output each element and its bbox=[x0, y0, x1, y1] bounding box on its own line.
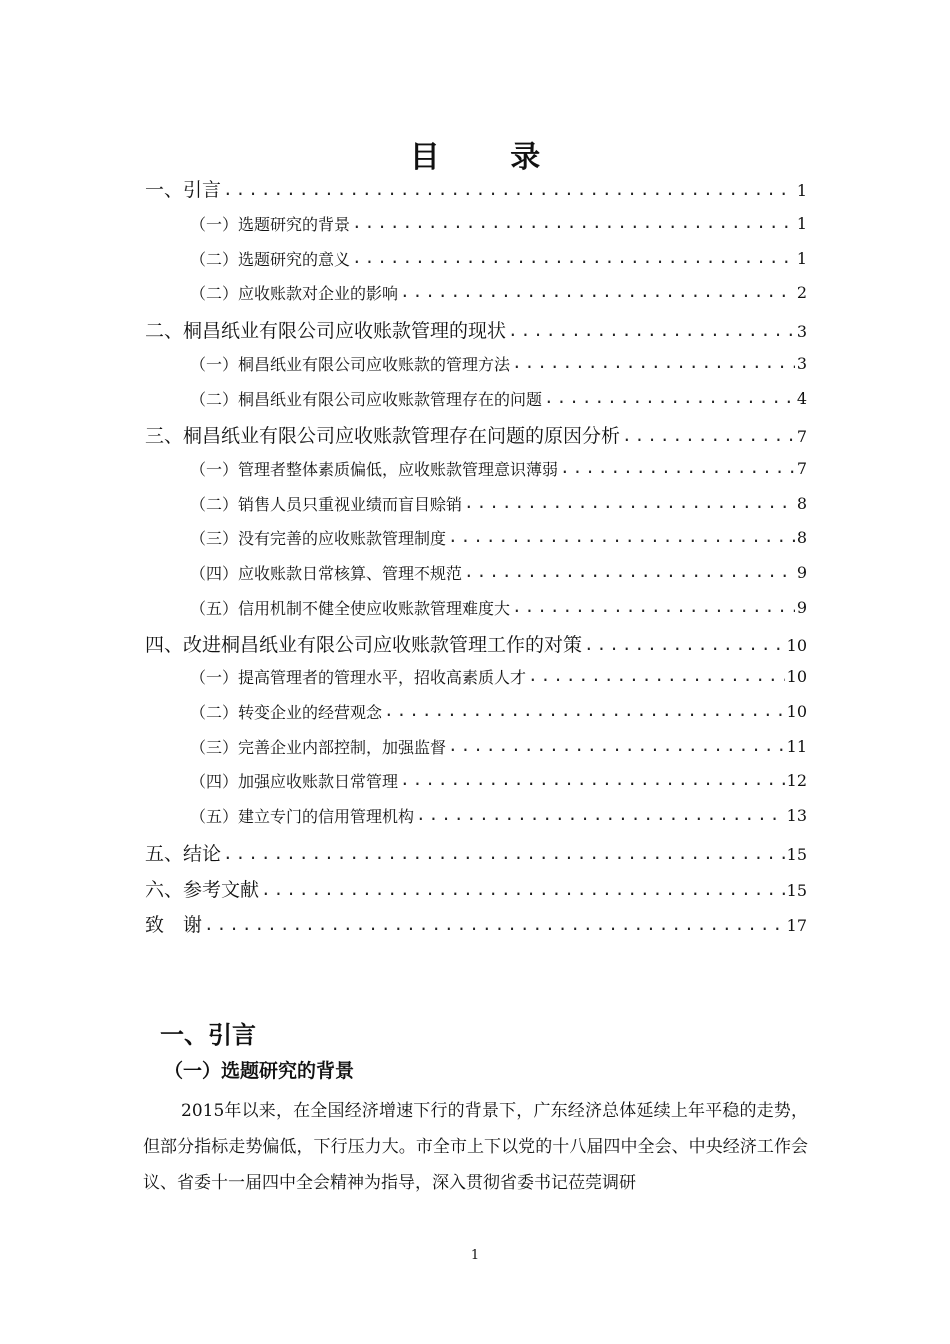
toc-leader-dots bbox=[528, 668, 785, 688]
toc-entry-page: 7 bbox=[796, 427, 807, 446]
toc-entry[interactable] bbox=[190, 797, 807, 827]
toc-entry[interactable] bbox=[190, 519, 807, 549]
toc-entry-label: （二）转变企业的经营观念 bbox=[190, 703, 383, 722]
toc-entry-label: （一）管理者整体素质偏低，应收账款管理意识薄弱 bbox=[190, 460, 559, 479]
toc-leader-dots bbox=[352, 250, 795, 270]
toc-entry-page: 10 bbox=[786, 667, 807, 686]
toc-leader-dots bbox=[223, 182, 795, 202]
toc-entry-page: 13 bbox=[786, 806, 807, 825]
toc-entry-page: 1 bbox=[796, 181, 807, 200]
toc-entry[interactable] bbox=[190, 345, 807, 375]
toc-entry[interactable] bbox=[190, 485, 807, 515]
toc-entry-label: （一）提高管理者的管理水平，招收高素质人才 bbox=[190, 668, 527, 687]
toc-entry-page: 9 bbox=[796, 563, 807, 582]
toc-entry-page: 3 bbox=[796, 322, 807, 341]
toc-entry-page: 1 bbox=[796, 214, 807, 233]
toc-entry-page: 1 bbox=[796, 249, 807, 268]
toc-entry-page: 8 bbox=[796, 528, 807, 547]
toc-entry[interactable] bbox=[145, 168, 807, 202]
toc-entry[interactable] bbox=[190, 450, 807, 480]
toc-entry[interactable] bbox=[145, 623, 807, 657]
toc-leader-dots bbox=[464, 564, 795, 584]
toc-leader-dots bbox=[512, 599, 795, 619]
toc-entry[interactable] bbox=[190, 205, 807, 235]
toc-entry-page: 8 bbox=[796, 494, 807, 513]
toc-entry[interactable] bbox=[190, 762, 807, 792]
toc-leader-dots bbox=[400, 772, 785, 792]
toc-entry-label: 二、桐昌纸业有限公司应收账款管理的现状 bbox=[145, 320, 507, 342]
body-paragraph: 2015年以来，在全国经济增速下行的背景下，广东经济总体延续上年平稳的走势，但部分指标走势偏低，下行压力大。市全市上下以党的十八届四中全会、中央经济工作会议、省委十一届四中全会精神为指导，深入贯彻省委书记莅莞调研 bbox=[143, 1101, 808, 1193]
toc-entry[interactable] bbox=[190, 274, 807, 304]
subsection-heading: （一）选题研究的背景 bbox=[164, 1060, 355, 1082]
toc-entry-label: 三、桐昌纸业有限公司应收账款管理存在问题的原因分析 bbox=[145, 425, 621, 447]
page-number: 1 bbox=[470, 1248, 480, 1263]
toc-entry[interactable] bbox=[190, 693, 807, 723]
toc-entry-label: 四、改进桐昌纸业有限公司应收账款管理工作的对策 bbox=[145, 634, 583, 656]
toc-leader-dots bbox=[622, 428, 795, 448]
toc-entry-label: （二）销售人员只重视业绩而盲目赊销 bbox=[190, 495, 463, 514]
toc-entry[interactable] bbox=[145, 414, 807, 448]
toc-entry-page: 7 bbox=[796, 459, 807, 478]
toc-entry[interactable] bbox=[190, 728, 807, 758]
toc-leader-dots bbox=[416, 807, 785, 827]
toc-leader-dots bbox=[223, 846, 785, 866]
toc-leader-dots bbox=[464, 495, 795, 515]
toc-entry-page: 9 bbox=[796, 598, 807, 617]
toc-entry-page: 12 bbox=[786, 771, 807, 790]
toc-leader-dots bbox=[544, 390, 795, 410]
toc-entry[interactable] bbox=[145, 903, 807, 937]
toc-entry-label: （五）信用机制不健全使应收账款管理难度大 bbox=[190, 599, 511, 618]
toc-leader-dots bbox=[384, 703, 785, 723]
toc-entry-label: （三）完善企业内部控制，加强监督 bbox=[190, 738, 447, 757]
toc-leader-dots bbox=[512, 355, 795, 375]
toc-entry-page: 2 bbox=[796, 283, 807, 302]
toc-entry-page: 10 bbox=[786, 702, 807, 721]
toc-leader-dots bbox=[508, 323, 795, 343]
toc-entry-page: 15 bbox=[786, 845, 807, 864]
toc-entry[interactable] bbox=[145, 868, 807, 902]
toc-entry-page: 11 bbox=[786, 737, 807, 756]
toc-entry-page: 3 bbox=[796, 354, 807, 373]
toc-entry-label: （四）应收账款日常核算、管理不规范 bbox=[190, 564, 463, 583]
toc-leader-dots bbox=[448, 738, 785, 758]
toc-entry-label: （一）桐昌纸业有限公司应收账款的管理方法 bbox=[190, 355, 511, 374]
toc-entry-label: 致 谢 bbox=[145, 914, 203, 936]
toc-entry-page: 17 bbox=[786, 916, 807, 935]
toc-entry-label: 六、参考文献 bbox=[145, 879, 260, 901]
section-heading: 一、引言 bbox=[160, 1021, 256, 1049]
toc-entry-label: （三）没有完善的应收账款管理制度 bbox=[190, 529, 447, 548]
toc-entry-page: 15 bbox=[786, 881, 807, 900]
toc-entry-label: （一）选题研究的背景 bbox=[190, 215, 351, 234]
toc-leader-dots bbox=[204, 917, 785, 937]
toc-entry-label: （四）加强应收账款日常管理 bbox=[190, 772, 399, 791]
toc-entry[interactable] bbox=[190, 658, 807, 688]
toc-leader-dots bbox=[261, 882, 785, 902]
toc-entry[interactable] bbox=[190, 589, 807, 619]
toc-entry-label: （五）建立专门的信用管理机构 bbox=[190, 807, 415, 826]
toc-entry-page: 4 bbox=[796, 389, 807, 408]
toc-entry[interactable] bbox=[145, 309, 807, 343]
toc-leader-dots bbox=[560, 460, 795, 480]
toc-entry-label: （二）选题研究的意义 bbox=[190, 250, 351, 269]
toc-entry-label: 五、结论 bbox=[145, 843, 222, 865]
toc-leader-dots bbox=[448, 529, 795, 549]
toc-entry[interactable] bbox=[190, 380, 807, 410]
toc-entry-page: 10 bbox=[786, 636, 807, 655]
toc-title: 目 录 bbox=[409, 140, 571, 175]
toc-leader-dots bbox=[352, 215, 795, 235]
toc-entry[interactable] bbox=[190, 240, 807, 270]
toc-entry-label: （二）桐昌纸业有限公司应收账款管理存在的问题 bbox=[190, 390, 543, 409]
toc-leader-dots bbox=[400, 284, 795, 304]
toc-entry[interactable] bbox=[190, 554, 807, 584]
toc-entry-label: （二）应收账款对企业的影响 bbox=[190, 284, 399, 303]
toc-entry[interactable] bbox=[145, 832, 807, 866]
toc-entry-label: 一、引言 bbox=[145, 179, 222, 201]
toc-leader-dots bbox=[584, 637, 785, 657]
